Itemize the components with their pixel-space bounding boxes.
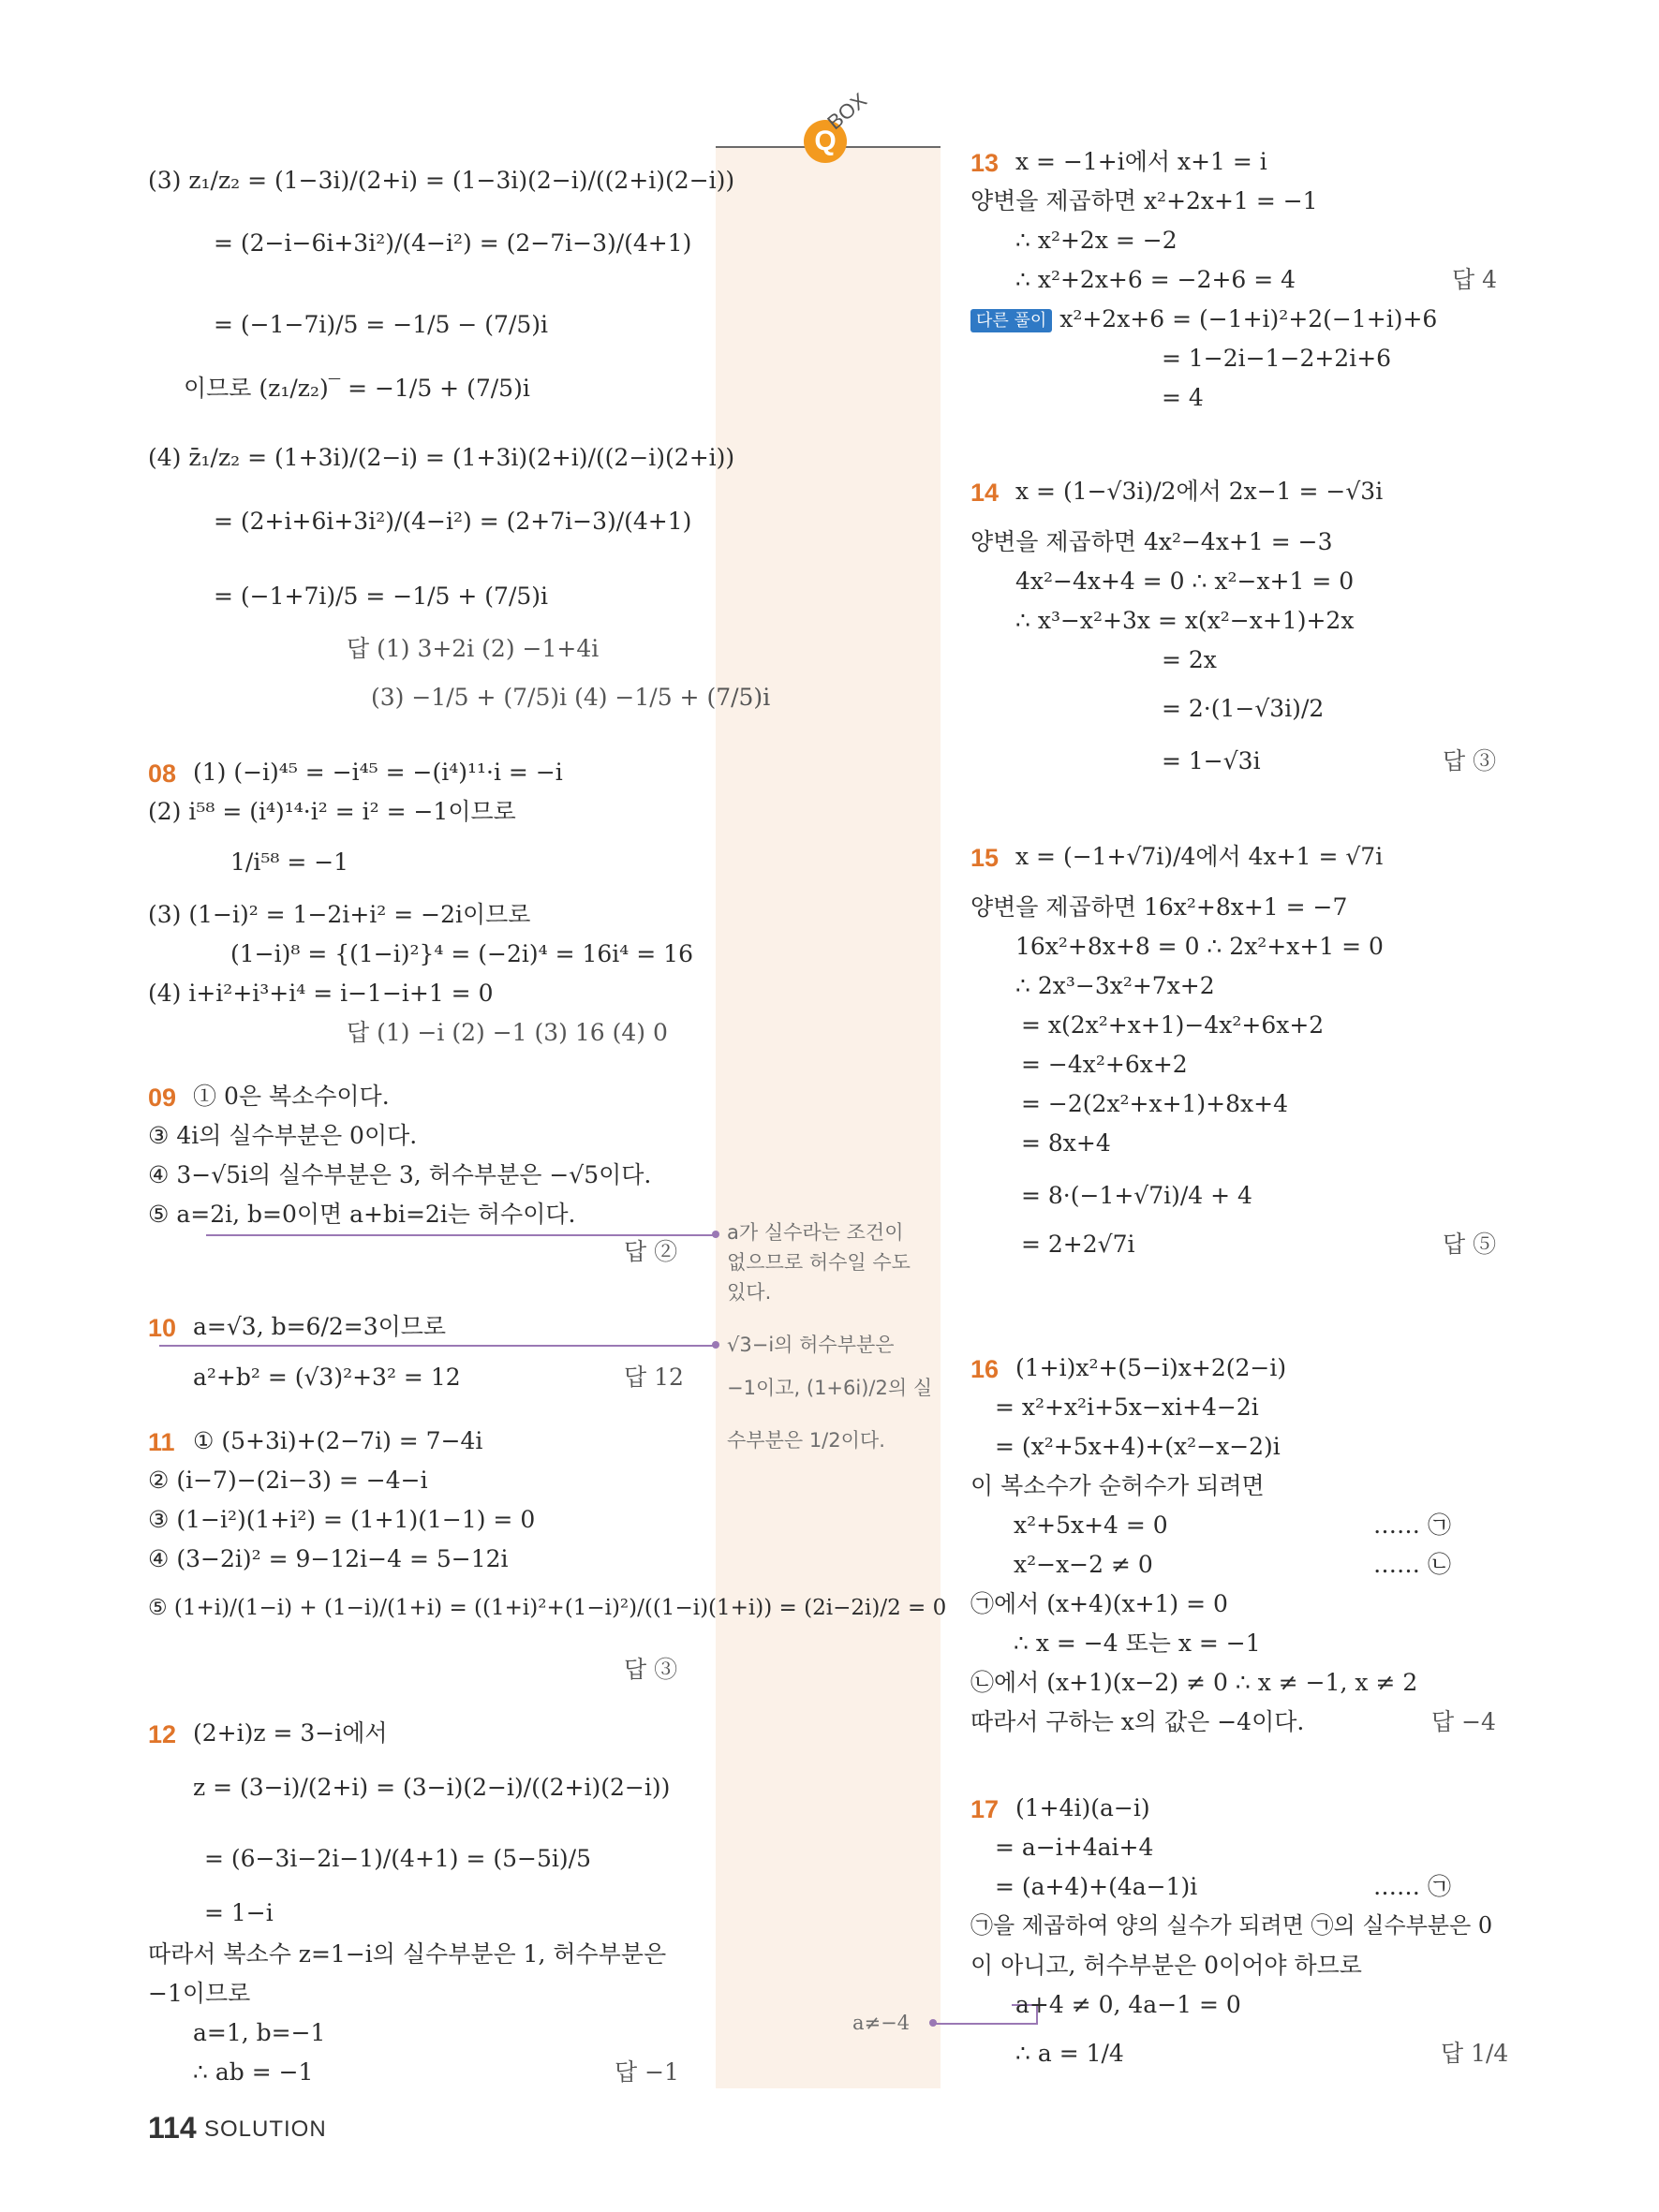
solution-line: a²+b² = (√3)²+3² = 12 xyxy=(193,1364,461,1391)
qbox-note-line: a≠−4 xyxy=(852,2012,911,2034)
qbox-note-line: 수부분은 1/2이다. xyxy=(727,1429,885,1452)
solution-line: −1이므로 xyxy=(148,1980,251,2007)
solution-line: (4) i+i²+i³+i⁴ = i−1−i+1 = 0 xyxy=(148,980,494,1007)
qbox-word: BOX xyxy=(822,88,871,135)
solution-line: = −2(2x²+x+1)+8x+4 xyxy=(1021,1090,1288,1117)
solution-line: = (a+4)+(4a−1)i xyxy=(995,1873,1198,1900)
solution-line: x = −1+i에서 x+1 = i xyxy=(1015,148,1267,175)
solution-line: 4x²−4x+4 = 0 ∴ x²−x+1 = 0 xyxy=(1015,568,1355,595)
solution-line: (1−i)⁸ = {(1−i)²}⁴ = (−2i)⁴ = 16i⁴ = 16 xyxy=(230,940,693,967)
solution-line: z = (3−i)/(2+i) = (3−i)(2−i)/((2+i)(2−i)) xyxy=(193,1774,671,1801)
solution-line: (2+i)z = 3−i에서 xyxy=(193,1719,388,1747)
solution-line: ∴ x = −4 또는 x = −1 xyxy=(1014,1630,1261,1657)
solution-line: = (6−3i−2i−1)/(4+1) = (5−5i)/5 xyxy=(204,1845,591,1872)
solution-line: ① (5+3i)+(2−7i) = 7−4i xyxy=(193,1427,483,1454)
solution-line: ④ 3−√5i의 실수부분은 3, 허수부분은 −√5이다. xyxy=(148,1161,652,1188)
solution-line: (3) z₁/z₂ = (1−3i)/(2+i) = (1−3i)(2−i)/((2+i)(2−i)) xyxy=(148,167,735,194)
solution-line: = 8x+4 xyxy=(1021,1129,1111,1157)
solution-line: ㉡에서 (x+1)(x−2) ≠ 0 ∴ x ≠ −1, x ≠ 2 xyxy=(970,1669,1418,1696)
qbox-note-line: √3−i의 허수부분은 xyxy=(727,1334,895,1356)
solution-line: ∴ x³−x²+3x = x(x²−x+1)+2x xyxy=(1015,607,1355,634)
solution-line: 16x²+8x+8 = 0 ∴ 2x²+x+1 = 0 xyxy=(1015,933,1384,960)
equation-tag: …… ㉠ xyxy=(1373,1512,1451,1539)
solution-line: 양변을 제곱하면 16x²+8x+1 = −7 xyxy=(970,893,1348,921)
solution-line: 양변을 제곱하면 4x²−4x+1 = −3 xyxy=(970,528,1333,555)
qbox-logo: Q xyxy=(804,120,847,163)
solution-line: ∴ x²+2x+6 = −2+6 = 4 xyxy=(1015,266,1296,293)
solution-line: ② (i−7)−(2i−3) = −4−i xyxy=(148,1467,428,1494)
problem-number: 16 xyxy=(970,1355,1000,1383)
qbox-column xyxy=(716,148,941,2088)
solution-line: = a−i+4ai+4 xyxy=(995,1834,1154,1861)
solution-line: 양변을 제곱하면 x²+2x+1 = −1 xyxy=(970,187,1318,214)
solution-line: (1+4i)(a−i) xyxy=(1015,1794,1150,1821)
problem-number: 08 xyxy=(148,759,177,788)
solution-line: 이 복소수가 순허수가 되려면 xyxy=(970,1472,1265,1499)
answer-line: 답 4 xyxy=(1452,266,1498,293)
note-connector-dot xyxy=(712,1231,719,1238)
solution-line: = (−1−7i)/5 = −1/5 − (7/5)i xyxy=(214,311,549,338)
answer-line: 답 −1 xyxy=(615,2058,679,2086)
problem-number: 13 xyxy=(970,149,1000,177)
answer-line: (3) −1/5 + (7/5)i (4) −1/5 + (7/5)i xyxy=(371,684,771,711)
solution-line xyxy=(970,305,1437,333)
answer-line: 답 ③ xyxy=(1443,747,1497,774)
solution-line: 따라서 구하는 x의 값은 −4이다. xyxy=(970,1708,1305,1735)
alt-solution-badge: 다른 풀이 xyxy=(970,309,1052,333)
solution-line: ① 0은 복소수이다. xyxy=(193,1083,390,1110)
solution-line: = 8·(−1+√7i)/4 + 4 xyxy=(1021,1182,1252,1209)
note-connector xyxy=(933,2023,1038,2025)
answer-line: 답 (1) 3+2i (2) −1+4i xyxy=(347,635,600,662)
solution-line: 이 아니고, 허수부분은 0이어야 하므로 xyxy=(970,1952,1362,1979)
problem-number: 11 xyxy=(148,1428,175,1456)
solution-line: ③ (1−i²)(1+i²) = (1+1)(1−1) = 0 xyxy=(148,1506,536,1533)
solution-line: 따라서 복소수 z=1−i의 실수부분은 1, 허수부분은 xyxy=(148,1940,667,1968)
solution-line: ④ (3−2i)² = 9−12i−4 = 5−12i xyxy=(148,1545,509,1572)
equation-tag: …… ㉡ xyxy=(1373,1551,1451,1578)
solution-line: (2) i⁵⁸ = (i⁴)¹⁴·i² = i² = −1이므로 xyxy=(148,798,516,825)
answer-line: 답 (1) −i (2) −1 (3) 16 (4) 0 xyxy=(347,1019,668,1046)
solution-line: = 2·(1−√3i)/2 xyxy=(1162,695,1325,722)
qbox-note-line: 없으므로 허수일 수도 xyxy=(727,1251,911,1274)
solution-line: a=1, b=−1 xyxy=(193,2019,326,2046)
solution-line: ∴ x²+2x = −2 xyxy=(1015,227,1178,254)
solution-line: = 1−√3i xyxy=(1162,747,1261,774)
solution-line: = 4 xyxy=(1162,384,1204,411)
solution-line: ③ 4i의 실수부분은 0이다. xyxy=(148,1122,418,1149)
solution-line: = x(2x²+x+1)−4x²+6x+2 xyxy=(1021,1011,1325,1039)
solution-line: a+4 ≠ 0, 4a−1 = 0 xyxy=(1015,1991,1241,2018)
note-connector xyxy=(159,1345,716,1347)
solution-line: (4) z̄₁/z₂ = (1+3i)/(2−i) = (1+3i)(2+i)/((2−i)(2+i)) xyxy=(148,444,735,471)
problem-number: 12 xyxy=(148,1720,177,1748)
solution-line: 1/i⁵⁸ = −1 xyxy=(230,848,349,876)
solution-line: ∴ a = 1/4 xyxy=(1015,2040,1124,2067)
solution-line: = 2+2√7i xyxy=(1021,1231,1135,1258)
qbox-note-line: a가 실수라는 조건이 xyxy=(727,1221,904,1244)
solution-line: = 1−i xyxy=(204,1899,274,1926)
answer-line: 답 ③ xyxy=(624,1656,678,1683)
note-connector xyxy=(206,1234,716,1236)
page-number: 114 xyxy=(148,2111,197,2145)
solution-line: x = (1−√3i)/2에서 2x−1 = −√3i xyxy=(1015,478,1384,505)
solution-line: x = (−1+√7i)/4에서 4x+1 = √7i xyxy=(1015,843,1384,870)
problem-number: 09 xyxy=(148,1084,177,1112)
solution-line: (3) (1−i)² = 1−2i+i² = −2i이므로 xyxy=(148,901,531,928)
solution-line: = (x²+5x+4)+(x²−x−2)i xyxy=(995,1433,1281,1460)
solution-line: (1+i)x²+(5−i)x+2(2−i) xyxy=(1015,1354,1287,1381)
solution-line: ⑤ (1+i)/(1−i) + (1−i)/(1+i) = ((1+i)²+(1−i)²)/((1−i)(1+i)) = (2i−2i)/2 = 0 xyxy=(148,1596,947,1620)
solution-line: a=√3, b=6/2=3이므로 xyxy=(193,1313,447,1340)
solution-line: = 1−2i−1−2+2i+6 xyxy=(1162,345,1392,372)
solution-line: ∴ 2x³−3x²+7x+2 xyxy=(1015,972,1215,999)
solution-line: x²+5x+4 = 0 xyxy=(1014,1512,1168,1539)
solution-line: = (2+i+6i+3i²)/(4−i²) = (2+7i−3)/(4+1) xyxy=(214,508,692,535)
solution-line: x²−x−2 ≠ 0 xyxy=(1014,1551,1153,1578)
answer-line: 답 12 xyxy=(624,1364,684,1391)
solution-line: = (−1+7i)/5 = −1/5 + (7/5)i xyxy=(214,582,549,610)
solution-line: ㉠에서 (x+4)(x+1) = 0 xyxy=(970,1590,1228,1617)
equation-tag: …… ㉠ xyxy=(1373,1873,1451,1900)
solution-line: (1) (−i)⁴⁵ = −i⁴⁵ = −(i⁴)¹¹·i = −i xyxy=(193,759,563,786)
solution-line: 이므로 (z₁/z₂)‾ = −1/5 + (7/5)i xyxy=(184,375,530,402)
problem-number: 10 xyxy=(148,1314,177,1342)
problem-number: 15 xyxy=(970,844,1000,872)
solution-line: = −4x²+6x+2 xyxy=(1021,1051,1188,1078)
solution-line: = 2x xyxy=(1162,646,1217,673)
problem-number: 14 xyxy=(970,479,1000,507)
solution-line: ⑤ a=2i, b=0이면 a+bi=2i는 허수이다. xyxy=(148,1201,576,1228)
note-connector-dot xyxy=(712,1341,719,1349)
solution-line: = x²+x²i+5x−xi+4−2i xyxy=(995,1394,1259,1421)
qbox-note-line: 있다. xyxy=(727,1281,772,1304)
qbox-note-line: −1이고, (1+6i)/2의 실 xyxy=(727,1377,933,1399)
solution-text: x²+2x+6 = (−1+i)²+2(−1+i)+6 xyxy=(1059,305,1438,332)
solution-line: ∴ ab = −1 xyxy=(193,2058,314,2086)
answer-line: 답 ② xyxy=(624,1238,678,1265)
page-footer-label: SOLUTION xyxy=(204,2116,327,2142)
answer-line: 답 −4 xyxy=(1431,1708,1496,1735)
answer-line: 답 ⑤ xyxy=(1443,1231,1497,1258)
answer-line: 답 1/4 xyxy=(1441,2040,1509,2067)
solution-line: = (2−i−6i+3i²)/(4−i²) = (2−7i−3)/(4+1) xyxy=(214,229,692,257)
problem-number: 17 xyxy=(970,1795,1000,1823)
solution-line: ㉠을 제곱하여 양의 실수가 되려면 ㉠의 실수부분은 0 xyxy=(970,1912,1493,1939)
